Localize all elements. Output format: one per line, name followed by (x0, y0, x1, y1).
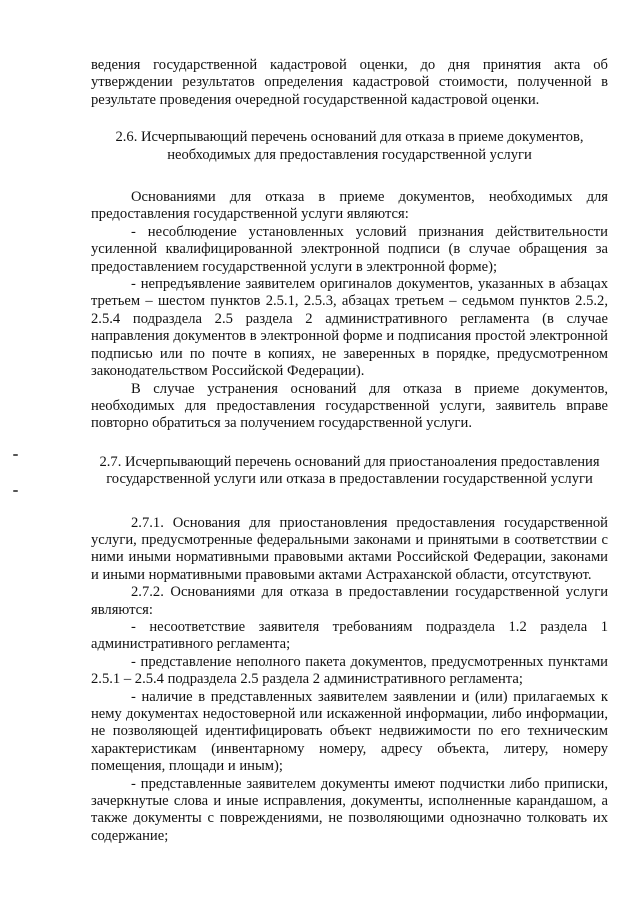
document-body (91, 57, 608, 845)
section-2-6-item-1: - несоблюдение установленных условий признания действительности усиленной квалифицированной электронной подписи (в случае обращения за предоставлением государственной услуги в электронной форме); (91, 223, 608, 275)
section-2-7-item-3: - наличие в представленных заявителем заявлении и (или) прилагаемых к нему документах недостоверной или искаженной информации, либо информации, не позволяющей идентифицировать объект недвижимости по его техническим характеристикам (инвентарному номеру, адресу объекта, литеру, номеру помещения, площади и иным); (91, 688, 608, 775)
scan-margin-mark (13, 490, 18, 492)
section-2-7-item-4: - представленные заявителем документы имеют подчистки либо приписки, зачеркнутые слова и иные исправления, документы, исполненные карандашом, а также документы с повреждениями, не позволяющими однозначно толковать их содержание; (91, 775, 608, 844)
intro-paragraph: ведения государственной кадастровой оценки, до дня принятия акта об утверждении результатов определения кадастровой стоимости, полученной в результате проведения очередной государственной кадастровой оценки. (91, 57, 608, 108)
section-2-6-item-2: - непредъявление заявителем оригиналов документов, указанных в абзацах третьем – шестом пунктов 2.5.1, 2.5.3, абзацах третьем – седьмом пунктов 2.5.2, 2.5.4 подраздела 2.5 раздела 2 административного регламента (в случае направления документов в электронной форме и подписания простой электронной подписью или по почте в копиях, не заверенных в порядке, предусмотренном законодательством Российской Федерации). (91, 276, 608, 380)
paragraph-2-7-1: 2.7.1. Основания для приостановления предоставления государственной услуги, предусмотренные федеральными законами и принятыми в соответствии с ними иными нормативными правовыми актами Российской Федерации, законами и иными нормативными правовыми актами Астраханской области, отсутствуют. (91, 514, 608, 583)
section-2-6-heading: 2.6. Исчерпывающий перечень оснований для отказа в приеме документов, необходимых для предоставления государственной услуги (115, 129, 584, 163)
section-2-7-item-2: - представление неполного пакета документов, предусмотренных пунктами 2.5.1 – 2.5.4 подраздела 2.5 раздела 2 административного регламента; (91, 653, 608, 688)
section-2-6-lead: Основаниями для отказа в приеме документов, необходимых для предоставления государственной услуги являются: (91, 189, 608, 223)
paragraph-2-7-2: 2.7.2. Основаниями для отказа в предоставлении государственной услуги являются: (91, 584, 608, 618)
section-2-7-heading: 2.7. Исчерпывающий перечень оснований для приостаноаления предоставления государственной услуги или отказа в предоставлении государственной услуги (99, 453, 600, 488)
section-2-6-closing: В случае устранения оснований для отказа в приеме документов, необходимых для предоставления государственной услуги, заявитель вправе повторно обратиться за получением государственной услуги. (91, 380, 608, 432)
scan-margin-mark (13, 454, 18, 456)
section-2-7-item-1: - несоответствие заявителя требованиям подраздела 1.2 раздела 1 административного регламента; (91, 618, 608, 653)
